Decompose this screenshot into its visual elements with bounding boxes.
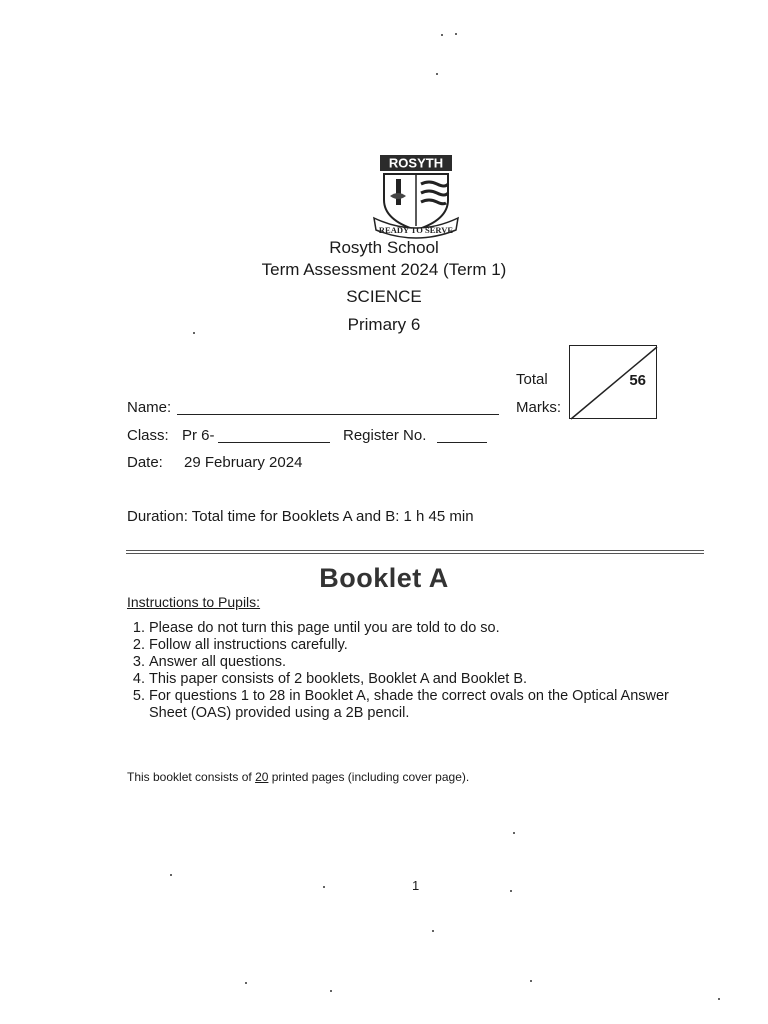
scan-speck bbox=[455, 33, 457, 35]
total-marks-value: 56 bbox=[629, 372, 646, 389]
class-label: Class: bbox=[127, 427, 169, 444]
class-field[interactable] bbox=[218, 426, 330, 443]
crest-banner-text: ROSYTH bbox=[388, 155, 444, 171]
page-number: 1 bbox=[412, 878, 420, 893]
instruction-item: 3. Answer all questions. bbox=[149, 654, 709, 671]
class-value: Pr 6- bbox=[182, 427, 215, 444]
name-label: Name: bbox=[127, 399, 172, 416]
scan-speck bbox=[441, 34, 443, 36]
instruction-item: 2. Follow all instructions carefully. bbox=[149, 637, 709, 654]
divider-bottom bbox=[126, 553, 704, 554]
duration-text: Duration: Total time for Booklets A and B: 1 h 45 min bbox=[127, 508, 474, 525]
scan-speck bbox=[530, 980, 532, 982]
scan-speck bbox=[245, 982, 247, 984]
school-crest-logo bbox=[372, 152, 460, 240]
name-field[interactable] bbox=[177, 398, 499, 415]
scan-speck bbox=[510, 890, 512, 892]
scan-speck bbox=[513, 832, 515, 834]
assessment-title: Term Assessment 2024 (Term 1) bbox=[261, 260, 507, 279]
page-count-prefix: This booklet consists of bbox=[127, 770, 256, 784]
page-count-suffix: printed pages (including cover page). bbox=[268, 770, 470, 784]
total-marks-label-line2: Marks: bbox=[516, 399, 561, 416]
scan-speck bbox=[718, 998, 720, 1000]
scan-speck bbox=[193, 332, 195, 334]
instructions-heading: Instructions to Pupils: bbox=[127, 594, 261, 610]
date-value: 29 February 2024 bbox=[184, 454, 303, 471]
scan-speck bbox=[432, 930, 434, 932]
crest-motto: READY TO SERVE bbox=[378, 225, 454, 235]
page-count-value: 20 bbox=[255, 770, 269, 784]
instruction-item: 4. This paper consists of 2 booklets, Booklet A and Booklet B. bbox=[149, 671, 709, 688]
instruction-item: 5. For questions 1 to 28 in Booklet A, shade the correct ovals on the Optical Answer Sheet (OAS) provided using a 2B pencil. bbox=[149, 688, 709, 722]
scan-speck bbox=[323, 886, 325, 888]
page-count-note bbox=[127, 770, 469, 784]
total-marks-label-line1: Total bbox=[516, 371, 548, 388]
instruction-item: 1. Please do not turn this page until you are told to do so. bbox=[149, 620, 709, 637]
subject-title: SCIENCE bbox=[346, 287, 422, 306]
divider-top bbox=[126, 550, 704, 551]
scan-speck bbox=[436, 73, 438, 75]
level-title: Primary 6 bbox=[347, 315, 421, 334]
scan-speck bbox=[330, 990, 332, 992]
total-marks-box bbox=[569, 345, 657, 419]
scan-speck bbox=[170, 874, 172, 876]
booklet-title: Booklet A bbox=[319, 563, 449, 593]
register-field[interactable] bbox=[437, 426, 487, 443]
instructions-list bbox=[127, 620, 709, 722]
register-label: Register No. bbox=[343, 427, 427, 444]
date-label: Date: bbox=[127, 454, 163, 471]
school-name: Rosyth School bbox=[329, 238, 439, 257]
